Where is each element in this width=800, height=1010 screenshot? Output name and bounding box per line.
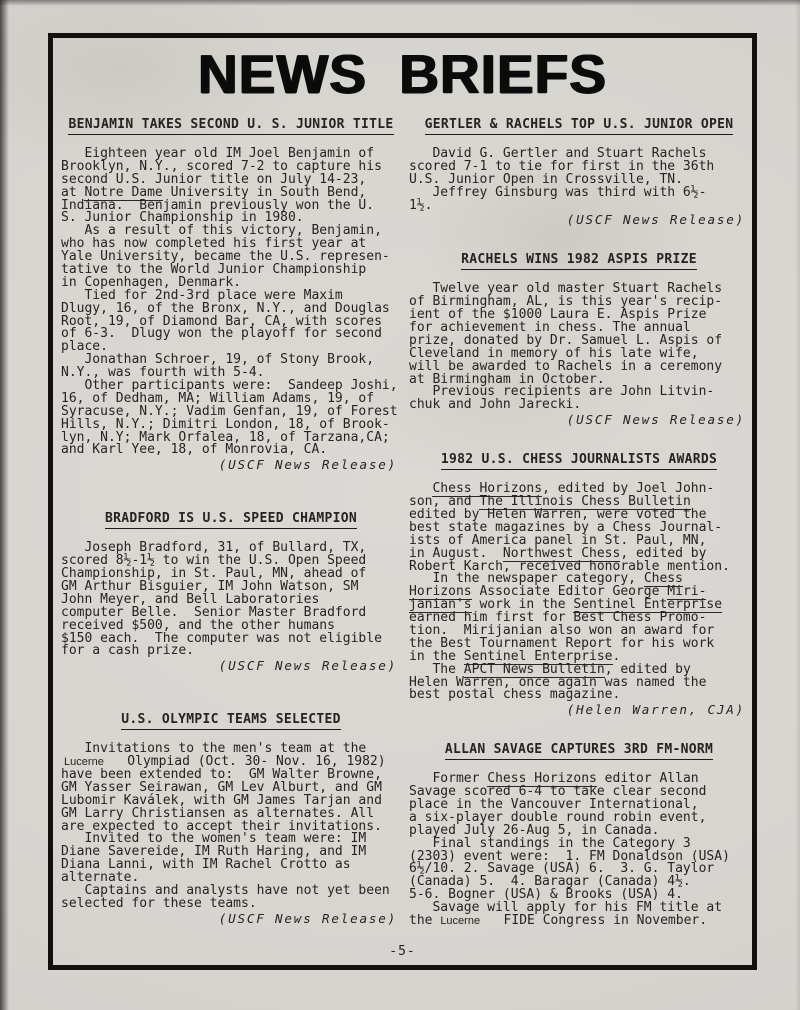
article-line: [409, 915, 749, 928]
text-run: U.S. Junior Open in Crossville, TN.: [409, 171, 683, 187]
text-run: prize, donated by Dr. Samuel L. Aspis of: [409, 332, 723, 348]
text-run: Savage scored 6-4 to take clear second: [409, 784, 707, 800]
article-headline: [409, 453, 749, 467]
text-run: scored 7-1 to tie for first in the 36th: [409, 158, 715, 174]
article-headline: [409, 253, 749, 267]
article: [61, 512, 401, 673]
underlined-text: Notre Dame: [84, 184, 163, 200]
text-run: N.Y., was fourth with 5-4.: [61, 365, 265, 381]
text-run: FIDE Congress in November.: [480, 913, 708, 929]
text-run: Invitations to the men's team at the: [61, 741, 367, 757]
text-run: Eighteen year old IM Joel Benjamin of: [61, 146, 375, 161]
text-run: lyn, N.Y; Mark Orfalea, 18, of Tarzana,CA;: [61, 429, 390, 445]
text-run: Robert Karch, received honorable mention.: [409, 558, 730, 574]
article-headline: [409, 118, 749, 132]
article-byline: (USCF News Release): [218, 457, 397, 473]
text-run: (Canada) 5. 4. Baragar (Canada) 4½.: [409, 874, 691, 890]
text-run: GM Yasser Seirawan, GM Lev Alburt, and GM: [61, 779, 382, 795]
text-run: tative to the World Junior Championship: [61, 262, 367, 278]
underlined-text: APCT News Bulletin: [463, 661, 605, 677]
article: [409, 453, 749, 717]
text-run: (2303) event were: 1. FM Donaldson (USA): [409, 848, 730, 864]
text-run: of Birmingham, AL, is this year's recip-: [409, 294, 723, 310]
text-run: , edited by: [620, 545, 707, 561]
article-headline-text: RACHELS WINS 1982 ASPIS PRIZE: [461, 252, 697, 270]
text-run: Yale University, became the U.S. represen-: [61, 249, 390, 265]
text-run: work in the: [471, 597, 574, 613]
text-run: Previous recipients are John Litvin-: [409, 384, 715, 400]
text-run: second U.S. Junior title on July 14-23,: [61, 171, 367, 187]
text-run: played July 26-Aug 5, in Canada.: [409, 822, 660, 838]
article-headline: [61, 118, 401, 132]
text-run: will be awarded to Rachels in a ceremony: [409, 358, 723, 374]
text-run: ists of America panel in St. Paul, MN,: [409, 532, 707, 548]
underlined-text: Sentinel Enterprise: [463, 648, 613, 664]
text-run: who has now completed his first year at: [61, 236, 367, 252]
article-headline: [61, 512, 401, 526]
article-byline: (USCF News Release): [218, 658, 397, 674]
article-byline: (USCF News Release): [566, 412, 745, 428]
text-run: for achievement in chess. The annual: [409, 320, 691, 336]
text-run: The: [409, 661, 464, 677]
text-run: tion. Mirijanian also won an award for: [409, 622, 715, 638]
text-run: at Birmingham in October.: [409, 371, 605, 387]
article: [409, 118, 749, 227]
article-line: [61, 444, 401, 457]
text-run: Olympiad (Oct. 30- Nov. 16, 1982): [103, 754, 386, 770]
text-run: have been extended to: GM Walter Browne,: [61, 766, 382, 782]
text-run: of 6-3. Dlugy won the playoff for second: [61, 326, 382, 342]
text-run: the Best Tournament Report for his work: [409, 635, 715, 651]
page-title: NEWS BRIEFS: [198, 43, 607, 105]
text-run: Captains and analysts have not yet been: [61, 883, 390, 898]
text-run: best state magazines by a Chess Journal-: [409, 519, 723, 535]
article-headline: [61, 713, 401, 727]
text-run: John Meyer, and Bell Laboratories: [61, 591, 320, 607]
text-run: Dlugy, 16, of the Bronx, N.Y., and Douglas: [61, 300, 390, 316]
inserted-text: Lucerne: [61, 756, 104, 769]
text-run: received $500, and the other humans: [61, 617, 335, 633]
article-byline: (Helen Warren, CJA): [566, 702, 745, 718]
article-line: [61, 895, 401, 911]
text-run: Diane Savereide, IM Ruth Haring, and IM: [61, 844, 367, 860]
text-run: editor Allan: [596, 771, 699, 787]
text-run: a six-player double round robin event,: [409, 809, 707, 825]
article-byline: (USCF News Release): [218, 910, 397, 926]
article-line: [61, 328, 401, 341]
text-run: Joseph Bradford, 31, of Bullard, TX,: [61, 540, 367, 556]
underlined-text: Chess Horizons: [432, 481, 543, 497]
text-run: Championship, in St. Paul, MN, ahead of: [61, 566, 367, 582]
text-run: earned him first for Best Chess Promo-: [409, 610, 707, 626]
article-headline-text: U.S. OLYMPIC TEAMS SELECTED: [121, 712, 340, 730]
text-run: place.: [61, 339, 108, 355]
column-right: [409, 118, 749, 966]
article: [409, 253, 749, 427]
underlined-text: The Illinois Chess Bulletin: [479, 494, 691, 510]
article-headline-text: BRADFORD IS U.S. SPEED CHAMPION: [105, 511, 357, 529]
text-run: Jonathan Schroer, 19, of Stony Brook,: [61, 352, 375, 368]
text-run: 5-6. Bogner (USA) & Brooks (USA) 4.: [409, 887, 683, 903]
text-run: selected for these teams.: [61, 895, 257, 911]
text-run: at: [61, 184, 85, 200]
text-run: are expected to accept their invitations.: [61, 818, 382, 834]
page-frame: [48, 33, 757, 970]
underlined-text: janian's: [409, 597, 472, 613]
text-run: Invited to the women's team were: IM: [61, 831, 367, 847]
text-run: Other participants were: Sandeep Joshi,: [61, 378, 398, 394]
text-run: Twelve year old master Stuart Rachels: [409, 281, 723, 297]
text-run: Diana Lanni, with IM Rachel Crotto as: [61, 857, 351, 873]
text-run: Jeffrey Ginsburg was third with 6½-: [409, 184, 707, 200]
text-run: 6½/10. 2. Savage (USA) 6. 3. G. Taylor: [409, 861, 715, 877]
article: [61, 118, 401, 472]
article-headline-text: GERTLER & RACHELS TOP U.S. JUNIOR OPEN: [425, 117, 734, 135]
inserted-text: Lucerne: [440, 915, 481, 928]
page-number: -5-: [389, 944, 416, 959]
underlined-text: Chess: [643, 571, 683, 587]
text-run: .: [612, 648, 621, 664]
text-run: Former: [409, 771, 488, 787]
text-run: Savage will apply for his FM title at: [409, 900, 723, 916]
text-run: S. Junior Championship in 1980.: [61, 210, 304, 226]
text-run: Tied for 2nd-3rd place were Maxim: [61, 287, 343, 303]
text-run: David G. Gertler and Stuart Rachels: [409, 146, 707, 161]
text-run: Cleveland in memory of his late wife,: [409, 345, 699, 361]
text-run: alternate.: [61, 870, 140, 886]
text-run: 16, of Dedham, MA; William Adams, 19, of: [61, 390, 375, 406]
text-run: computer Belle. Senior Master Bradford: [61, 604, 367, 620]
text-run: $150 each. The computer was not eligible: [61, 630, 382, 646]
text-run: In the newspaper category,: [409, 571, 644, 587]
text-run: As a result of this victory, Benjamin,: [61, 223, 382, 239]
text-run: chuk and John Jarecki.: [409, 397, 582, 413]
article-headline-text: 1982 U.S. CHESS JOURNALISTS AWARDS: [441, 452, 717, 470]
text-run: Lubomir Kaválek, with GM James Tarjan and: [61, 792, 382, 808]
article-byline: (USCF News Release): [566, 212, 745, 228]
text-run: University in South Bend,: [162, 184, 367, 200]
text-run: in Copenhagen, Denmark.: [61, 274, 242, 290]
underlined-text: Sentinel Enterprise: [573, 597, 723, 613]
text-run: in the: [409, 648, 464, 664]
text-run: Associate Editor George: [471, 584, 668, 600]
text-run: GM Larry Christiansen as alternates. All: [61, 805, 375, 821]
text-run: Hills, N.Y.; Dimitri London, 18, of Brook-: [61, 416, 390, 432]
article-headline-text: BENJAMIN TAKES SECOND U. S. JUNIOR TITLE: [68, 117, 393, 135]
text-run: for a cash prize.: [61, 643, 195, 659]
text-run: Helen Warren, once again was named the: [409, 674, 707, 690]
text-run: Final standings in the Category 3: [409, 835, 691, 851]
text-run: and Karl Yee, 18, of Monrovia, CA.: [61, 442, 328, 458]
text-run: the: [409, 913, 441, 929]
text-run: GM Arthur Bisguier, IM John Watson, SM: [61, 578, 359, 594]
article-headline-text: ALLAN SAVAGE CAPTURES 3RD FM-NORM: [445, 742, 713, 760]
underlined-text: Horizons: [409, 584, 472, 600]
article-line: [409, 197, 749, 213]
underlined-text: Miri-: [667, 584, 707, 600]
text-run: Indiana. Benjamin previously won the U.: [61, 197, 375, 213]
text-run: ient of the $1000 Laura E. Aspis Prize: [409, 307, 707, 323]
text-run: son, and: [409, 494, 480, 510]
text-run: Brooklyn, N.Y., scored 7-2 to capture his: [61, 158, 382, 174]
text-run: best postal chess magazine.: [409, 687, 621, 703]
column-left: [61, 118, 401, 966]
article: [409, 743, 749, 928]
underlined-text: Northwest Chess: [502, 545, 621, 561]
underlined-text: Chess Horizons: [487, 771, 597, 787]
article-headline: [409, 743, 749, 757]
text-run: Root, 19, of Diamond Bar, CA, with scores: [61, 313, 382, 329]
text-run: 1½.: [409, 197, 433, 213]
text-run: place in the Vancouver International,: [409, 797, 699, 812]
text-run: edited by Helen Warren, were voted the: [409, 506, 707, 522]
article: [61, 713, 401, 925]
columns: [53, 118, 752, 966]
article-line: [409, 689, 749, 702]
article-line: [409, 399, 749, 412]
article-line: [409, 184, 749, 200]
text-run: Syracuse, N.Y.; Vadim Genfan, 19, of Forest: [61, 403, 398, 419]
article-line: [61, 645, 401, 658]
text-run: scored 8½-1½ to win the U.S. Open Speed: [61, 553, 367, 569]
text-run: , edited by: [604, 661, 691, 677]
text-run: , edited by Joel John-: [542, 481, 715, 497]
text-run: in August.: [409, 545, 503, 561]
